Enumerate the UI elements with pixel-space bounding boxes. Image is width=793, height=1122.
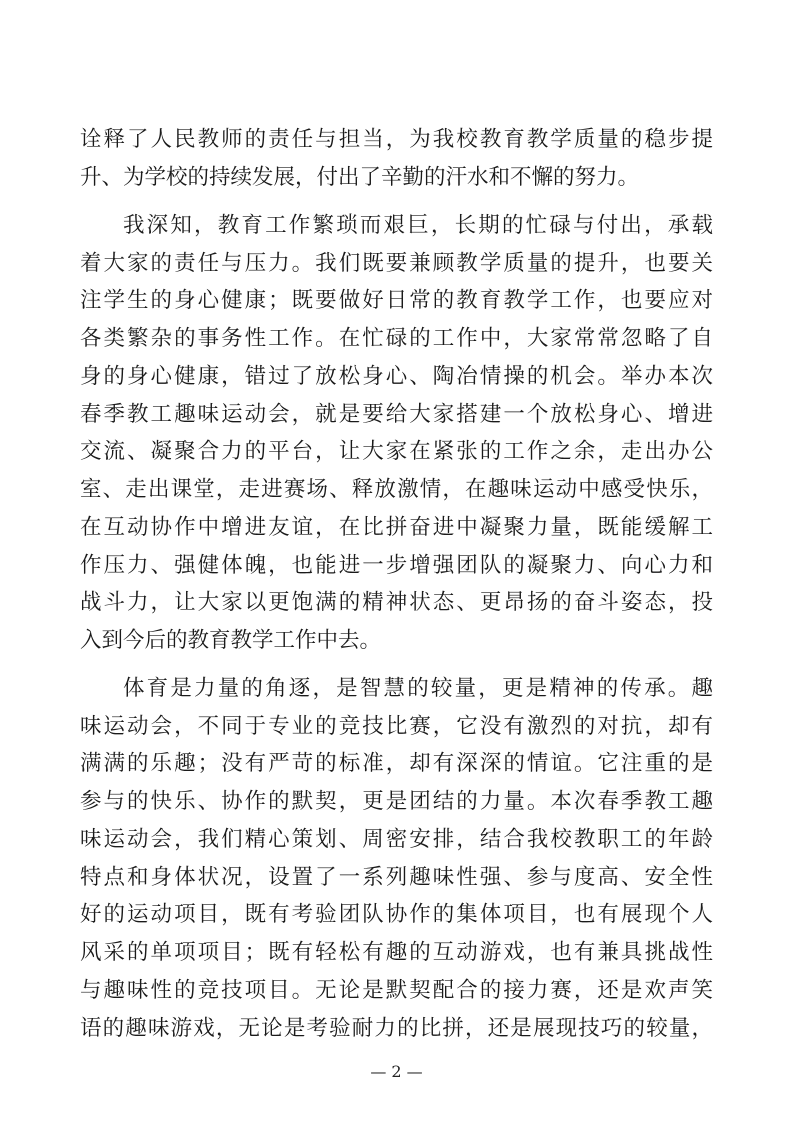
text-line-10: 室、走出课堂，走进赛场、释放激情，在趣味运动中感受快乐，: [80, 477, 713, 502]
text-line-17: 满满的乐趣；没有严苛的标准，却有深深的情谊。它注重的是: [80, 751, 713, 776]
text-line-20: 特点和身体状况，设置了一系列趣味性强、参与度高、安全性: [80, 865, 713, 890]
text-line-22: 风采的单项项目；既有轻松有趣的互动游戏，也有兼具挑战性: [80, 940, 713, 965]
text-line-11: 在互动协作中增进友谊，在比拼奋进中凝聚力量，既能缓解工: [80, 515, 713, 540]
text-line-1: 诠释了人民教师的责任与担当，为我校教育教学质量的稳步提: [80, 127, 713, 152]
text-line-9: 交流、凝聚合力的平台，让大家在紧张的工作之余，走出办公: [80, 439, 713, 464]
text-line-12: 作压力、强健体魄，也能进一步增强团队的凝聚力、向心力和: [80, 553, 713, 578]
text-line-6: 各类繁杂的事务性工作。在忙碌的工作中，大家常常忽略了自: [80, 326, 713, 351]
text-line-21: 好的运动项目，既有考验团队协作的集体项目，也有展现个人: [80, 902, 713, 927]
text-line-13: 战斗力，让大家以更饱满的精神状态、更昂扬的奋斗姿态，投: [80, 590, 713, 615]
text-line-15: 体育是力量的角逐，是智慧的较量，更是精神的传承。趣: [123, 676, 713, 701]
text-line-14: 入到今后的教育教学工作中去。: [80, 628, 382, 653]
text-line-16: 味运动会，不同于专业的竞技比赛，它没有激烈的对抗，却有: [80, 714, 713, 739]
text-line-23: 与趣味性的竞技项目。无论是默契配合的接力赛，还是欢声笑: [80, 978, 713, 1003]
page-number: — 2 —: [370, 1062, 423, 1081]
text-line-3: 我深知，教育工作繁琐而艰巨，长期的忙碌与付出，承载: [123, 213, 713, 238]
text-line-7: 身的身心健康，错过了放松身心、陶冶情操的机会。举办本次: [80, 364, 713, 389]
text-line-19: 味运动会，我们精心策划、周密安排，结合我校教职工的年龄: [80, 827, 713, 852]
text-line-4: 着大家的责任与压力。我们既要兼顾教学质量的提升，也要关: [80, 251, 713, 276]
text-line-18: 参与的快乐、协作的默契，更是团结的力量。本次春季教工趣: [80, 789, 713, 814]
text-line-5: 注学生的身心健康；既要做好日常的教育教学工作，也要应对: [80, 288, 713, 313]
text-line-8: 春季教工趣味运动会，就是要给大家搭建一个放松身心、增进: [80, 402, 713, 427]
text-line-24: 语的趣味游戏，无论是考验耐力的比拼，还是展现技巧的较量，: [80, 1016, 713, 1041]
text-line-2: 升、为学校的持续发展，付出了辛勤的汗水和不懈的努力。: [80, 165, 640, 190]
